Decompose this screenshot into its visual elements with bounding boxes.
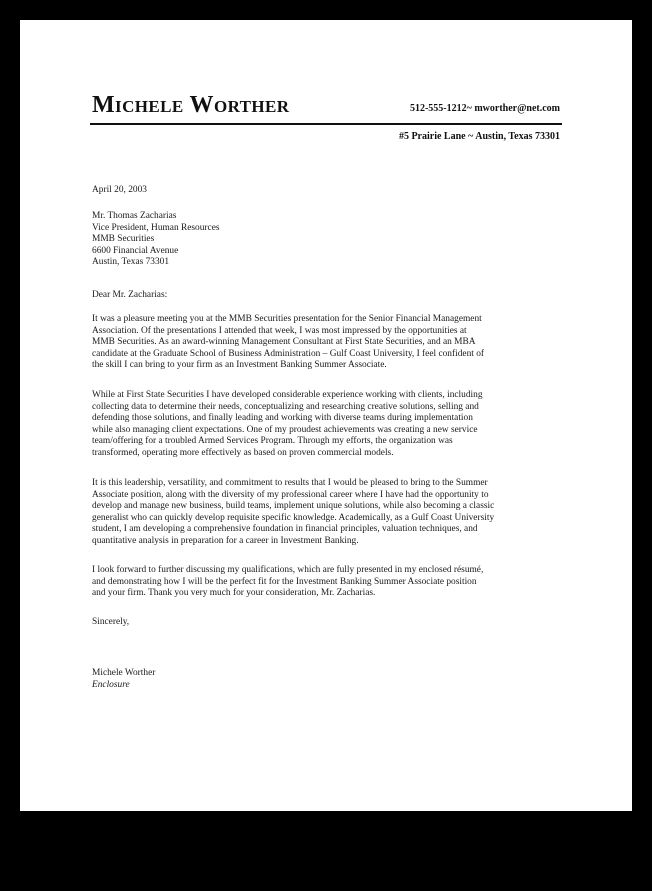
paragraph-3: [92, 478, 562, 548]
paragraph-line: student, I am developing a comprehensive foundation in financial principles, valuation techniques, and: [92, 524, 478, 535]
salutation: Dear Mr. Zacharias:: [92, 290, 168, 300]
letter-date: April 20, 2003: [92, 185, 147, 195]
paragraph-1: [92, 314, 562, 372]
recipient-line: 6600 Financial Avenue: [92, 245, 179, 256]
paragraph-line: and demonstrating how I will be the perfect fit for the Investment Banking Summer Associate position: [92, 576, 477, 587]
letterhead-rule: [90, 123, 562, 125]
paragraph-line: transformed, operating more effectively as based on proven commercial models.: [92, 447, 394, 458]
paragraph-line: team/offering for a troubled Armed Services Program. Through my efforts, the organization was: [92, 436, 453, 447]
paragraph-line: while also managing client expectations. One of my proudest achievements was creating a new service: [92, 424, 478, 435]
paragraph-line: collecting data to determine their needs, conceptualizing and researching creative solutions, selling and: [92, 401, 479, 412]
paragraph-4: [92, 565, 562, 600]
paragraph-line: MMB Securities. As an award-winning Management Consultant at First State Securities, and an MBA: [92, 337, 476, 348]
paragraph-line: develop and manage new business, build teams, implement unique solutions, while also becoming a classic: [92, 501, 495, 512]
paragraph-2: [92, 390, 562, 460]
paragraph-line: and your firm. Thank you very much for your consideration, Mr. Zacharias.: [92, 588, 376, 599]
letterhead-contact: 512-555-1212~ mworther@net.com: [409, 103, 560, 114]
signature-name: Michele Worther: [92, 668, 156, 678]
paragraph-line: quantitative analysis in preparation for a career in Investment Banking.: [92, 535, 359, 546]
letter-page: [20, 20, 632, 811]
paragraph-line: Associate position, along with the diversity of my professional career where I have had the opportunity to: [92, 489, 489, 500]
paragraph-line: generalist who can quickly develop requisite specific knowledge. Academically, as a Gulf Coast University: [92, 512, 495, 523]
paragraph-line: Association. Of the presentations I attended that week, I was most impressed by the opportunities at: [92, 325, 467, 336]
recipient-line: Austin, Texas 73301: [92, 257, 170, 268]
recipient-block: [92, 211, 562, 269]
paragraph-line: I look forward to further discussing my qualifications, which are fully presented in my enclosed résumé,: [92, 565, 484, 575]
letterhead-address: #5 Prairie Lane ~ Austin, Texas 73301: [398, 131, 560, 142]
paragraph-line: defending those solutions, and finally leading and working with diverse teams during implementation: [92, 413, 473, 424]
paragraph-line: It was a pleasure meeting you at the MMB Securities presentation for the Senior Financial Management: [92, 314, 482, 324]
recipient-line: Vice President, Human Resources: [92, 222, 220, 233]
paragraph-line: It is this leadership, versatility, and commitment to results that I would be pleased to bring to the Summer: [92, 478, 488, 488]
recipient-line: MMB Securities: [92, 234, 155, 245]
paragraph-line: candidate at the Graduate School of Business Administration – Gulf Coast University, I feel confident of: [92, 348, 485, 359]
recipient-line: Mr. Thomas Zacharias: [92, 211, 177, 221]
letterhead-name: Michele Worther: [92, 92, 290, 118]
paragraph-line: the skill I can bring to your firm as an Investment Banking Summer Associate.: [92, 360, 387, 371]
closing: Sincerely,: [92, 617, 130, 627]
paragraph-line: While at First State Securities I have developed considerable experience working with clients, including: [92, 390, 483, 400]
enclosure-note: Enclosure: [92, 680, 130, 690]
